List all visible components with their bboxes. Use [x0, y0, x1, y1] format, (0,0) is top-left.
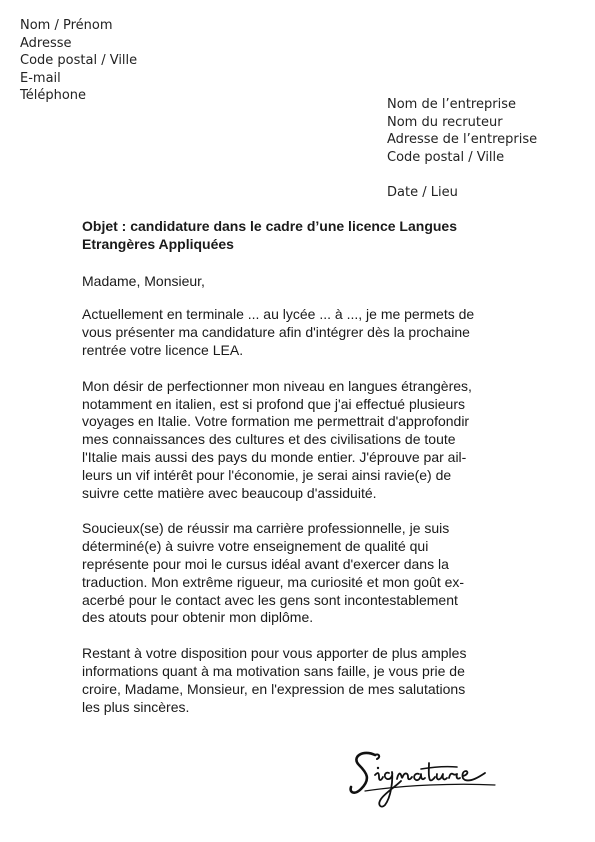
sender-postal-city: Code postal / Ville: [20, 53, 138, 69]
letter-subject: [82, 218, 522, 254]
paragraph-intro: [82, 306, 522, 359]
subject-line: Etrangères Appliquées: [82, 235, 234, 252]
text-line: croire, Madame, Monsieur, en l'expression de mes salutations: [82, 680, 466, 697]
sender-email: E-mail: [20, 70, 61, 86]
text-line: l'Italie mais aussi des pays du monde entier. J'éprouve par ail-: [82, 448, 467, 465]
recipient-postal-city: Code postal / Ville: [387, 149, 505, 165]
text-line: les plus sincères.: [82, 698, 190, 715]
text-line: vous présenter ma candidature afin d'intégrer dès la prochaine: [82, 324, 470, 341]
recipient-recruiter: Nom du recruteur: [387, 114, 503, 130]
text-line: Mon désir de perfectionner mon niveau en langues étrangères,: [82, 377, 472, 394]
salutation: Madame, Monsieur,: [82, 272, 205, 289]
text-line: représente pour moi le cursus idéal avant d'exercer dans la: [82, 555, 449, 572]
handwritten-signature: [345, 745, 505, 815]
text-line: leurs un vif intérêt pour l'économie, je serai ainsi ravie(e) de: [82, 466, 452, 483]
letter-body: [82, 218, 522, 734]
text-line: traduction. Mon extrême rigueur, ma curiosité et mon goût ex-: [82, 573, 465, 590]
text-line: Actuellement en terminale ... au lycée ... à ..., je me permets de: [82, 306, 475, 323]
text-line: informations quant à ma motivation sans faille, je vous prie de: [82, 662, 465, 679]
text-line: suivre cette matière avec beaucoup d'assiduité.: [82, 484, 377, 501]
paragraph-career: [82, 520, 522, 627]
text-line: déterminé(e) à suivre votre enseignement de qualité qui: [82, 538, 429, 555]
text-line: mes connaissances des cultures et des civilisations de toute: [82, 431, 456, 448]
recipient-block: [387, 96, 537, 166]
sender-name: Nom / Prénom: [20, 18, 113, 33]
recipient-address: Adresse de l’entreprise: [387, 132, 538, 148]
sender-phone: Téléphone: [20, 88, 87, 104]
text-line: Soucieux(se) de réussir ma carrière professionnelle, je suis: [82, 520, 450, 537]
text-line: Restant à votre disposition pour vous apporter de plus amples: [82, 645, 467, 662]
text-line: notamment en italien, est si profond que j'ai effectué plusieurs: [82, 395, 465, 412]
text-line: des atouts pour obtenir mon diplôme.: [82, 609, 314, 626]
date-place: Date / Lieu: [387, 185, 458, 200]
sender-block: [20, 17, 137, 105]
sender-address: Adresse: [20, 35, 72, 51]
paragraph-closing: [82, 645, 522, 716]
text-line: acerbé pour le contact avec les gens sont incontestablement: [82, 591, 458, 608]
text-line: voyages en Italie. Votre formation me permettrait d'approfondir: [82, 413, 470, 430]
text-line: rentrée votre licence LEA.: [82, 341, 244, 358]
recipient-company: Nom de l’entreprise: [387, 97, 516, 112]
paragraph-motivation: [82, 378, 522, 503]
subject-line: Objet : candidature dans le cadre d’une licence Langues: [82, 218, 457, 234]
